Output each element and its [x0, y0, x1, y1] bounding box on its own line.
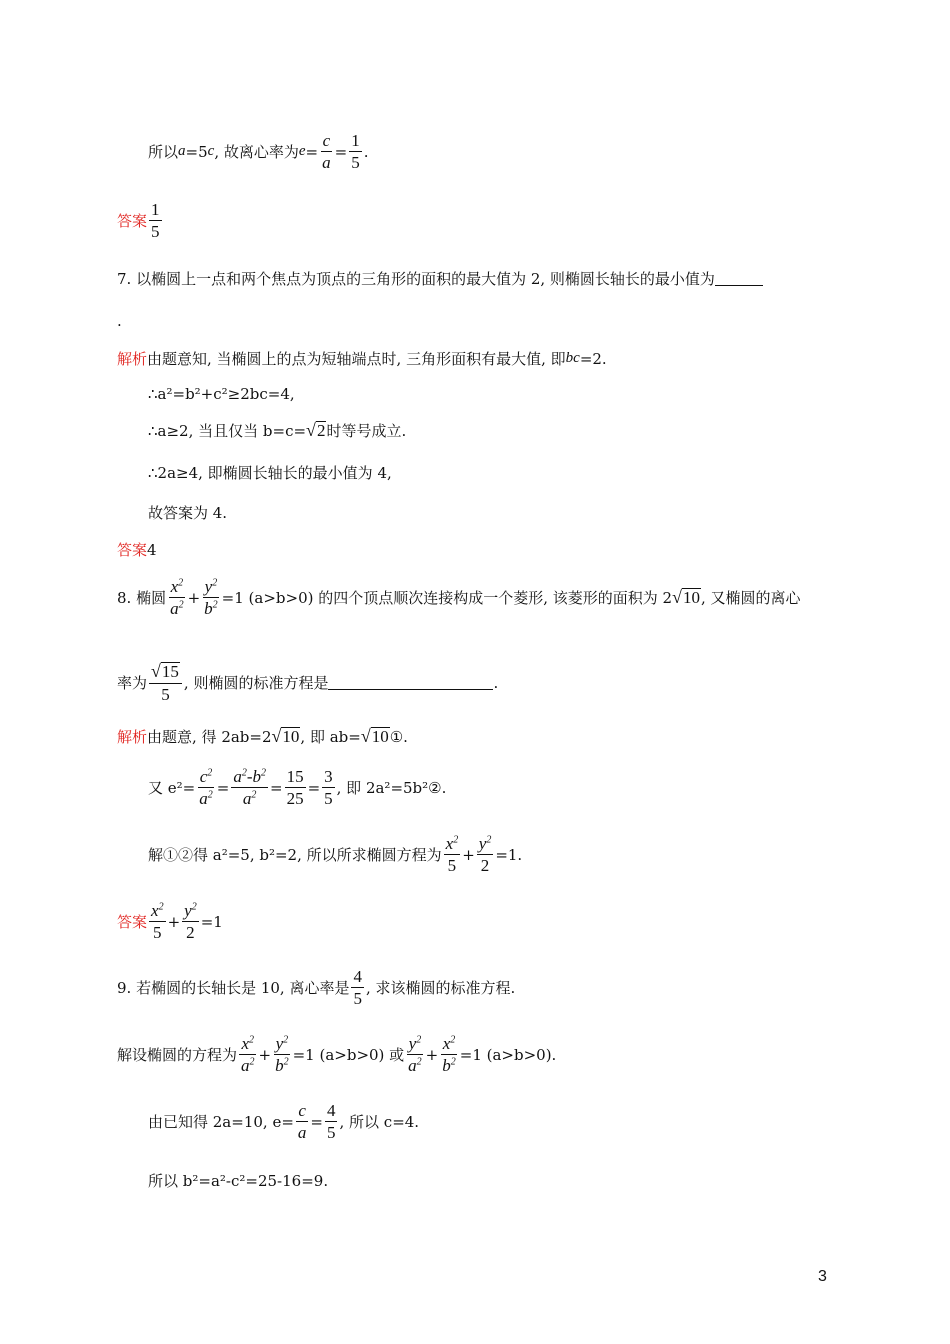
solution-7-line-3: ∴a≥2, 当且仅当 b=c= √ 2 时等号成立.: [148, 419, 407, 440]
solution-8-line-1: 解析 由题意, 得 2ab=2 √ 10 , 即 ab= √ 10 ①.: [117, 725, 408, 746]
analysis-label: 解析: [117, 728, 148, 746]
fraction-4-5: $\frac{4}{5}$: [353, 967, 362, 1008]
fraction-x2-5: $\frac{x^2}{5}$: [151, 901, 164, 942]
question-9: 9. 若椭圆的长轴长是 10, 离心率是 $\frac{4}{5}$ , 求该椭圆的标准方程.: [117, 967, 516, 1008]
answer-blank: [328, 675, 493, 690]
solution-line-1: 所以 a =5 c , 故离心率为 e = $\frac{c}{a}$ = $\frac{1}{5}$ .: [148, 131, 369, 172]
solution-8-line-2: 又 e²= $\frac{c^2}{a^2}$ = $\frac{a^2-b^2}{a^2}$ = $\frac{15}{25}$ = $\frac{3}{5}$ , 即 2a²=5b²②.: [148, 767, 447, 808]
fraction-y2-a2: $\frac{y^2}{a^2}$: [408, 1034, 422, 1075]
answer-label: 答案: [117, 541, 148, 559]
fraction-c-over-a: $\frac{c}{a}$: [322, 131, 331, 172]
answer-label: 答案: [117, 212, 148, 231]
sqrt-10: √ 10: [360, 725, 389, 746]
fraction-3-5: $\frac{3}{5}$: [324, 767, 333, 808]
answer-6: [117, 201, 164, 241]
sqrt-10: √ 10: [672, 587, 700, 607]
answer-8: 答案 $\frac{x^2}{5}$ + $\frac{y^2}{2}$ =1: [117, 901, 223, 942]
solution-8-line-3: 解①②得 a²=5, b²=2, 所以所求椭圆方程为 $\frac{x^2}{5}$ + $\frac{y^2}{2}$ =1.: [148, 834, 523, 875]
solution-7-line-1: 解析 由题意知, 当椭圆上的点为短轴端点时, 三角形面积有最大值, 即 bc =2.: [117, 349, 607, 368]
sqrt-10: √ 10: [271, 725, 300, 746]
page-number: 3: [818, 1268, 827, 1285]
fraction-a2-minus-b2: $\frac{a^2-b^2}{a^2}$: [233, 767, 266, 808]
fraction-c-over-a: $\frac{c}{a}$: [297, 1101, 307, 1142]
solution-9-line-3: 所以 b²=a²-c²=25-16=9.: [148, 1172, 329, 1190]
solution-7-line-5: 故答案为 4.: [148, 504, 228, 522]
fraction-x2-5: $\frac{x^2}{5}$: [445, 834, 459, 875]
fraction-15-25: $\frac{15}{25}$: [286, 767, 304, 808]
fraction-answer: $\frac{1}{5}$: [151, 200, 160, 241]
solution-9-line-2: 由已知得 2a=10, e= $\frac{c}{a}$ = $\frac{4}{5}$ , 所以 c=4.: [148, 1101, 420, 1142]
question-8-line-2: 率为 √ 15 5 , 则椭圆的标准方程是 .: [117, 661, 499, 704]
solution-9-line-1: 解设椭圆的方程为 $\frac{x^2}{a^2}$ + $\frac{y^2}{b^2}$ =1 (a>b>0) 或 $\frac{y^2}{a^2}$ + $\frac{x^2}{b^2}$ =1 (a>b>0).: [117, 1034, 557, 1075]
fraction-y2-b2: $\frac{y^2}{b^2}$: [275, 1034, 289, 1075]
analysis-label: 解析: [117, 350, 148, 368]
fraction-y2-2: $\frac{y^2}{2}$: [478, 834, 492, 875]
fraction-y2-2: $\frac{y^2}{2}$: [184, 901, 197, 942]
fraction-4-5: $\frac{4}{5}$: [326, 1101, 336, 1142]
solution-7-line-4: ∴2a≥4, 即椭圆长轴长的最小值为 4,: [148, 464, 392, 482]
fraction-one-fifth: $\frac{1}{5}$: [351, 131, 360, 172]
question-7-end: .: [117, 312, 122, 330]
solution-7-line-2: ∴a²=b²+c²≥2bc=4,: [148, 385, 295, 403]
answer-label: 答案: [117, 913, 148, 932]
answer-7: 答案 4: [117, 540, 157, 559]
fraction-x2-a2: $\frac{x^2}{a^2}$: [170, 577, 184, 618]
fraction-x2-b2: $\frac{x^2}{b^2}$: [442, 1034, 456, 1075]
question-7: 7. 以椭圆上一点和两个焦点为顶点的三角形的面积的最大值为 2, 则椭圆长轴长的最小值为: [117, 268, 763, 289]
fraction-c2-a2: $\frac{c^2}{a^2}$: [199, 767, 213, 808]
fraction-sqrt15-over-5: √ 15 5: [149, 662, 182, 704]
question-8-line-1: 8. 椭圆 $\frac{x^2}{a^2}$ + $\frac{y^2}{b^2}$ =1 (a>b>0) 的四个顶点顺次连接构成一个菱形, 该菱形的面积为 2 √ 10 , 又椭圆的离心: [117, 577, 801, 618]
sqrt-2: √ 2: [306, 419, 326, 440]
answer-blank: [715, 271, 763, 286]
fraction-x2-a2: $\frac{x^2}{a^2}$: [241, 1034, 255, 1075]
fraction-y2-b2: $\frac{y^2}{b^2}$: [204, 577, 218, 618]
